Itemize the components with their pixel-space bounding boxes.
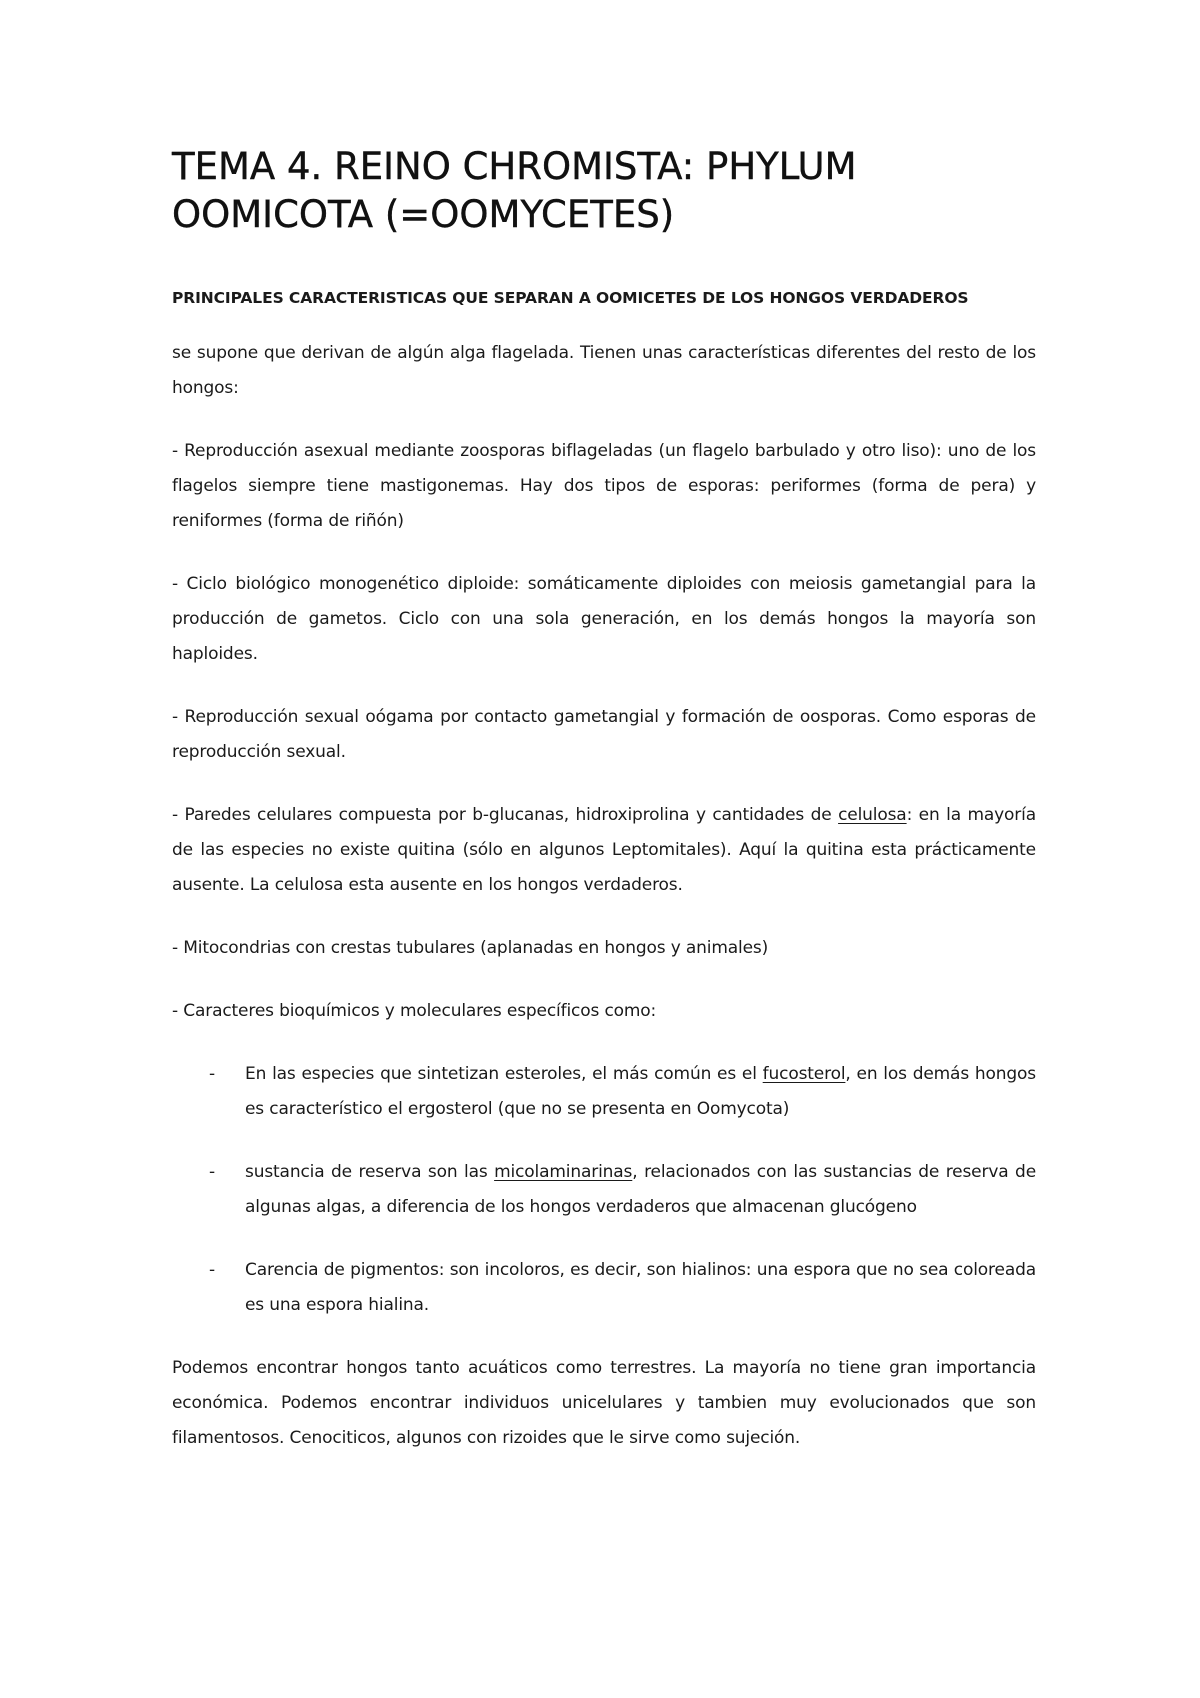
esteroles-text-start: En las especies que sintetizan esteroles, el más común es el: [245, 1064, 763, 1084]
closing-paragraph: Podemos encontrar hongos tanto acuáticos como terrestres. La mayoría no tiene gran importancia económica. Podemos encontrar individuos unicelulares y tambien muy evolucionados que son filamentosos. Cenociticos, algunos con rizoides que le sirve como sujeción.: [172, 1358, 1036, 1448]
list-item-pigmentos: [172, 1253, 1036, 1323]
paragraph-paredes-celulares: [172, 798, 1036, 903]
list-item-esteroles: [172, 1057, 1036, 1127]
reserva-text-end: , relacionados con las sustancias de reserva de algunas algas, a diferencia de los hongos verdaderos que almacenan glucógeno: [245, 1162, 1036, 1217]
paragraph-reproduccion-sexual: - Reproducción sexual oógama por contacto gametangial y formación de oosporas. Como esporas de reproducción sexual.: [172, 707, 1036, 762]
pigmentos-text: Carencia de pigmentos: son incoloros, es decir, son hialinos: una espora que no sea coloreada es una espora hialina.: [245, 1260, 1036, 1315]
paragraph-reproduccion-asexual: - Reproducción asexual mediante zoosporas biflageladas (un flagelo barbulado y otro liso): uno de los flagelos siempre tiene mastigonemas. Hay dos tipos de esporas: periformes (forma de pera) y reniformes (forma de riñón): [172, 441, 1036, 531]
celulosa-term: celulosa: [838, 805, 907, 825]
paredes-text-end: : en la mayoría de las especies no existe quitina (sólo en algunos Leptomitales). Aquí la quitina esta prácticamente ausente. La celulosa esta ausente en los hongos verdaderos.: [172, 805, 1036, 895]
characteristics-list: [172, 1057, 1036, 1323]
paragraph-caracteres: - Caracteres bioquímicos y moleculares específicos como:: [172, 1001, 657, 1021]
list-dash: -: [209, 1162, 215, 1182]
reserva-text-start: sustancia de reserva son las: [245, 1162, 495, 1182]
intro-paragraph: se supone que derivan de algún alga flagelada. Tienen unas características diferentes del resto de los hongos:: [172, 343, 1036, 398]
list-dash: -: [209, 1064, 215, 1084]
section-heading: PRINCIPALES CARACTERISTICAS QUE SEPARAN A OOMICETES DE LOS HONGOS VERDADEROS: [172, 289, 969, 307]
paragraph-mitocondrias: - Mitocondrias con crestas tubulares (aplanadas en hongos y animales): [172, 938, 769, 958]
esteroles-text-end: , en los demás hongos es característico el ergosterol (que no se presenta en Oomycota): [245, 1064, 1036, 1119]
paredes-text-start: - Paredes celulares compuesta por b-glucanas, hidroxiprolina y cantidades de: [172, 805, 839, 825]
micolaminarinas-term: micolaminarinas: [494, 1162, 633, 1182]
list-dash: -: [209, 1260, 215, 1280]
fucosterol-term: fucosterol: [762, 1064, 846, 1084]
page-title: TEMA 4. REINO CHROMISTA: PHYLUM OOMICOTA (=OOMYCETES): [172, 145, 857, 236]
list-item-reserva: [172, 1155, 1036, 1225]
paragraph-ciclo-biologico: - Ciclo biológico monogenético diploide: somáticamente diploides con meiosis gametangial para la producción de gametos. Ciclo con una sola generación, en los demás hongos la mayoría son haploides.: [172, 574, 1036, 664]
